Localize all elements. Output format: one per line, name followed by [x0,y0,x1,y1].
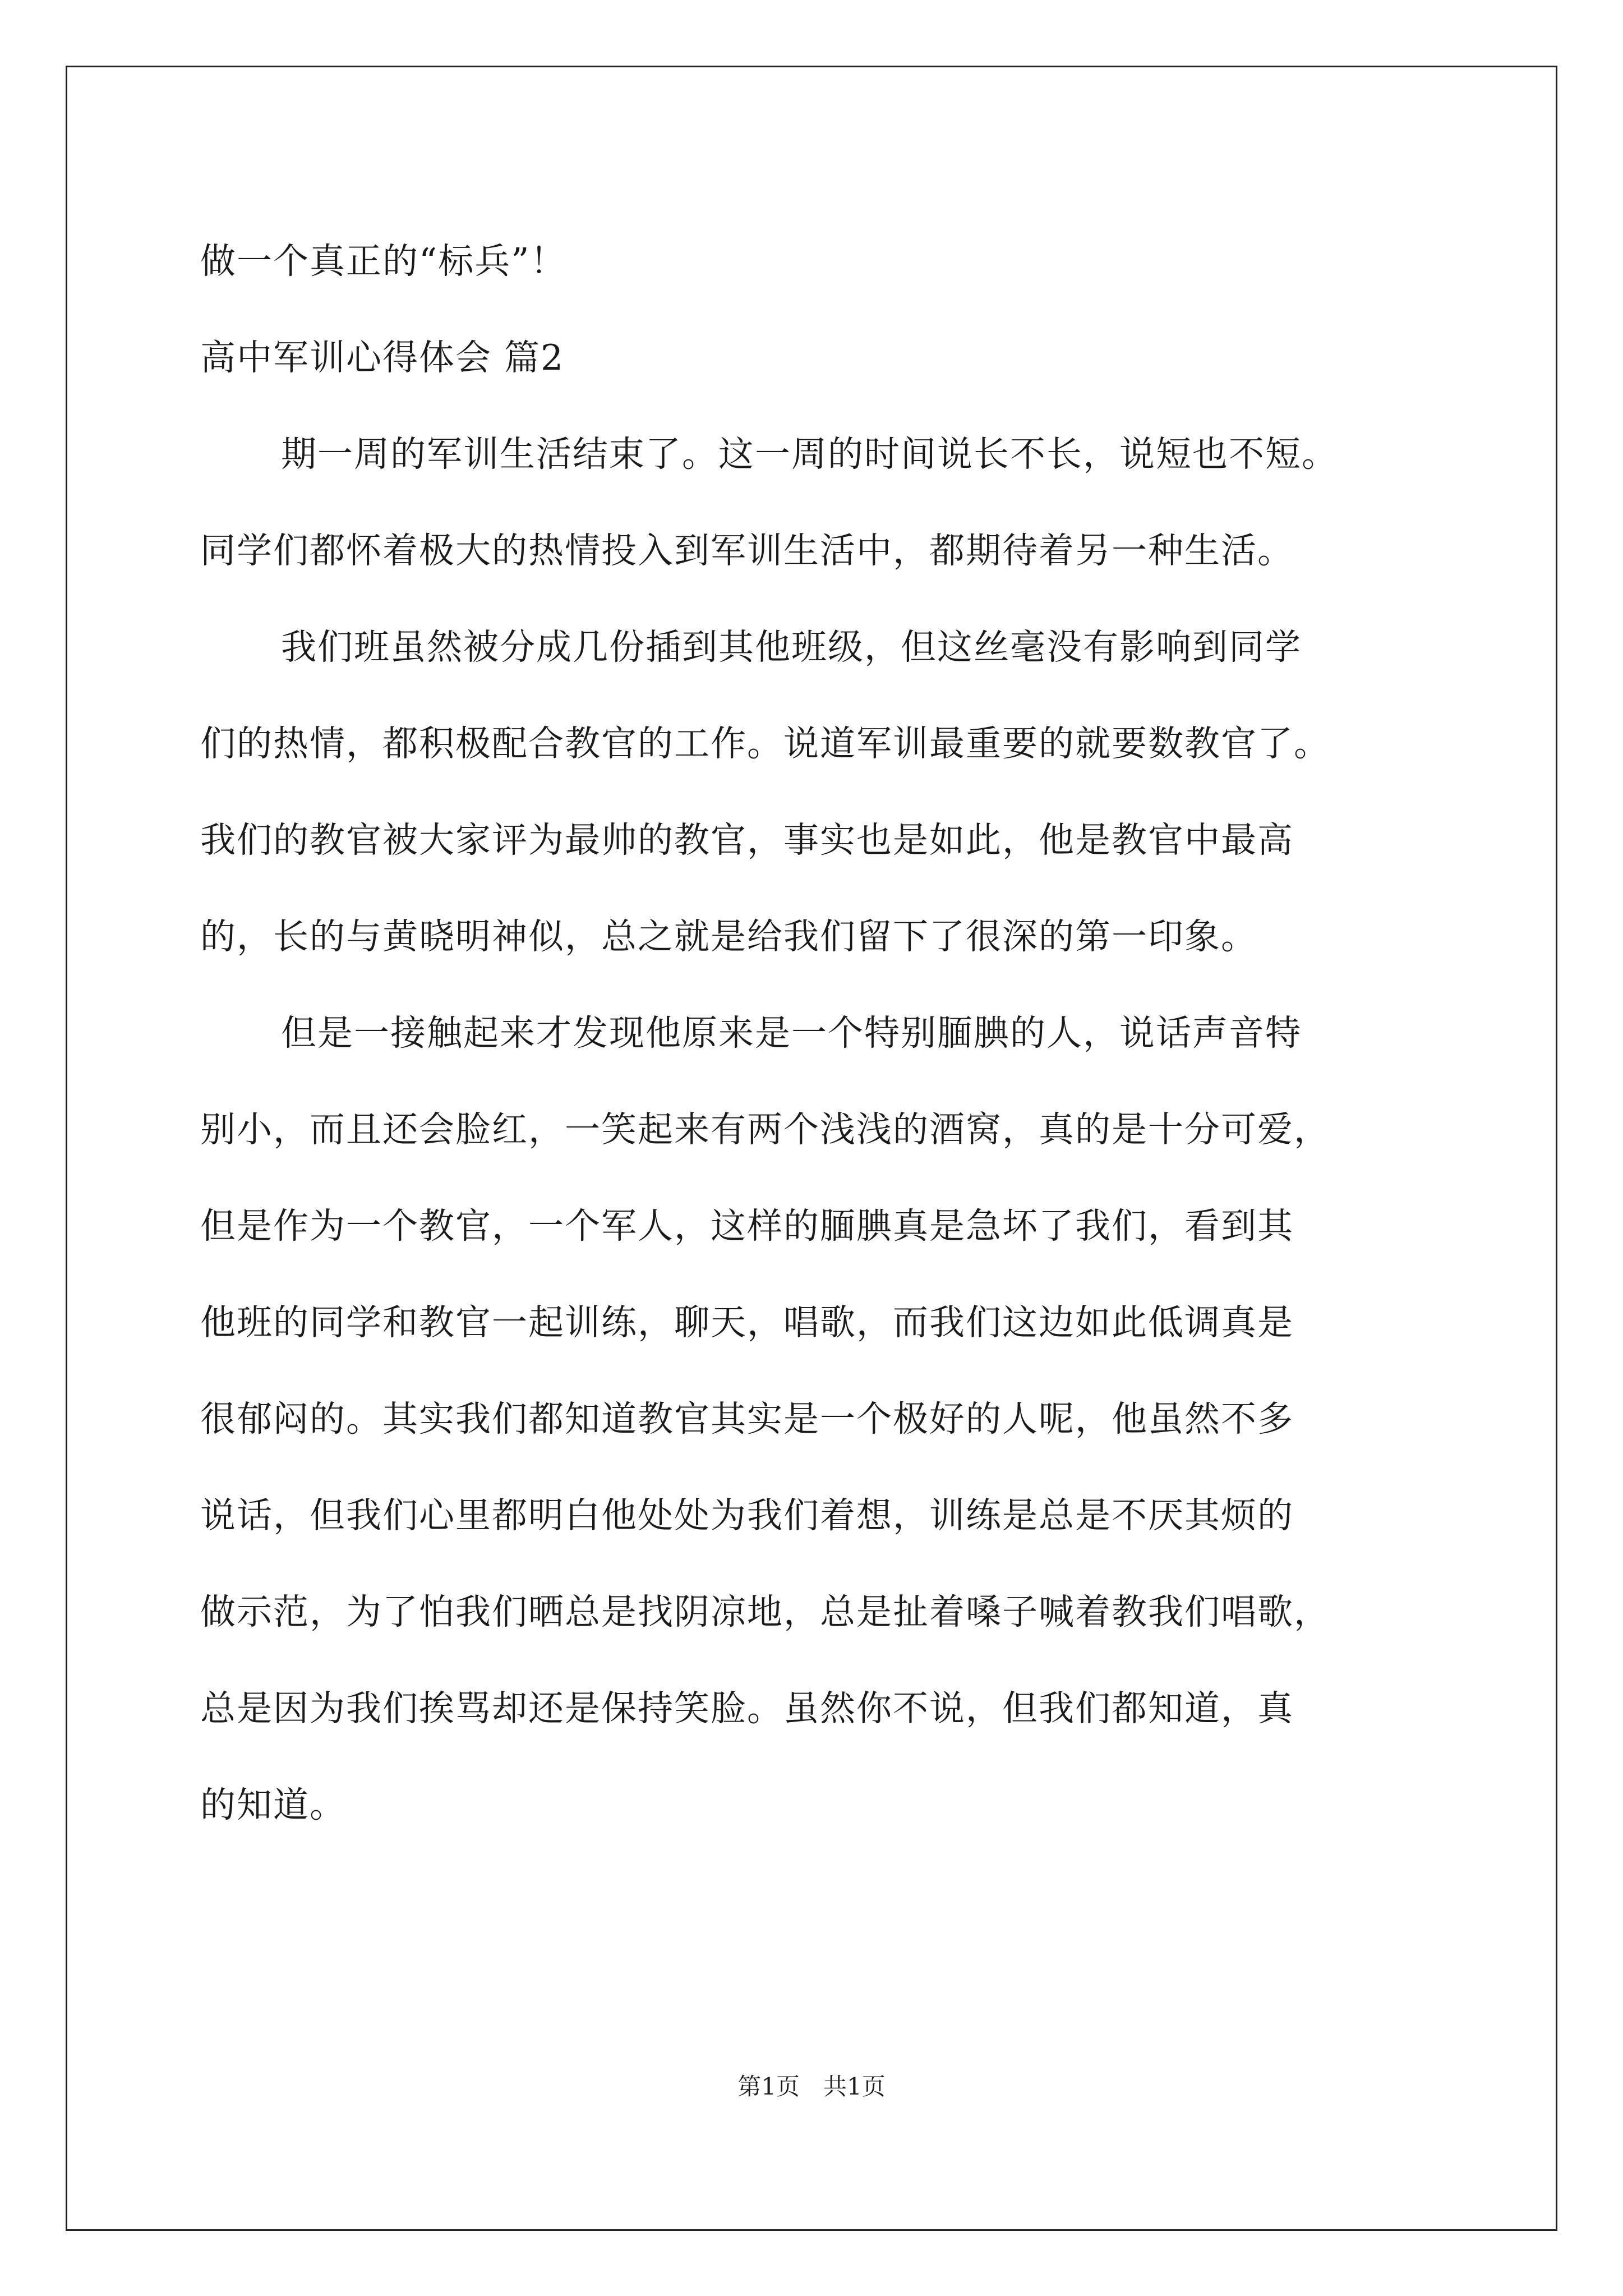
paragraph-line: 但是作为一个教官，一个军人，这样的腼腆真是急坏了我们，看到其 [200,1205,1294,1246]
paragraph-line: 们的热情，都积极配合教官的工作。说道军训最重要的就要数教官了。 [200,723,1330,764]
section-title: 高中军训心得体会 篇2 [200,337,565,378]
paragraph-line: 但是一接触起来才发现他原来是一个特别腼腆的人，说话声音特 [281,1013,1302,1053]
paragraph-line: 做示范，为了怕我们晒总是找阴凉地，总是扯着嗓子喊着教我们唱歌， [200,1591,1330,1632]
paragraph-line: 我们班虽然被分成几份插到其他班级，但这丝毫没有影响到同学 [281,627,1302,668]
closing-line: 做一个真正的“标兵”！ [200,241,567,282]
paragraph-line: 他班的同学和教官一起训练，聊天，唱歌，而我们这边如此低调真是 [200,1302,1294,1343]
document-body [200,213,1423,1853]
paragraph-line: 总是因为我们挨骂却还是保持笑脸。虽然你不说，但我们都知道，真 [200,1688,1294,1729]
paragraph-line: 我们的教官被大家评为最帅的教官，事实也是如此，他是教官中最高 [200,820,1294,861]
paragraph-line: 别小，而且还会脸红，一笑起来有两个浅浅的酒窝，真的是十分可爱， [200,1109,1330,1150]
paragraph-line: 期一周的军训生活结束了。这一周的时间说长不长，说短也不短。 [281,434,1338,475]
paragraph-line: 很郁闷的。其实我们都知道教官其实是一个极好的人呢，他虽然不多 [200,1398,1294,1439]
paragraph-line: 的知道。 [200,1784,346,1825]
paragraph-line: 说话，但我们心里都明白他处处为我们着想，训练是总是不厌其烦的 [200,1495,1294,1536]
paragraph-line: 同学们都怀着极大的热情投入到军训生活中，都期待着另一种生活。 [200,530,1294,571]
page-footer: 第1页 共1页 [737,2073,886,2100]
paragraph-line: 的，长的与黄晓明神似，总之就是给我们留下了很深的第一印象。 [200,916,1257,957]
